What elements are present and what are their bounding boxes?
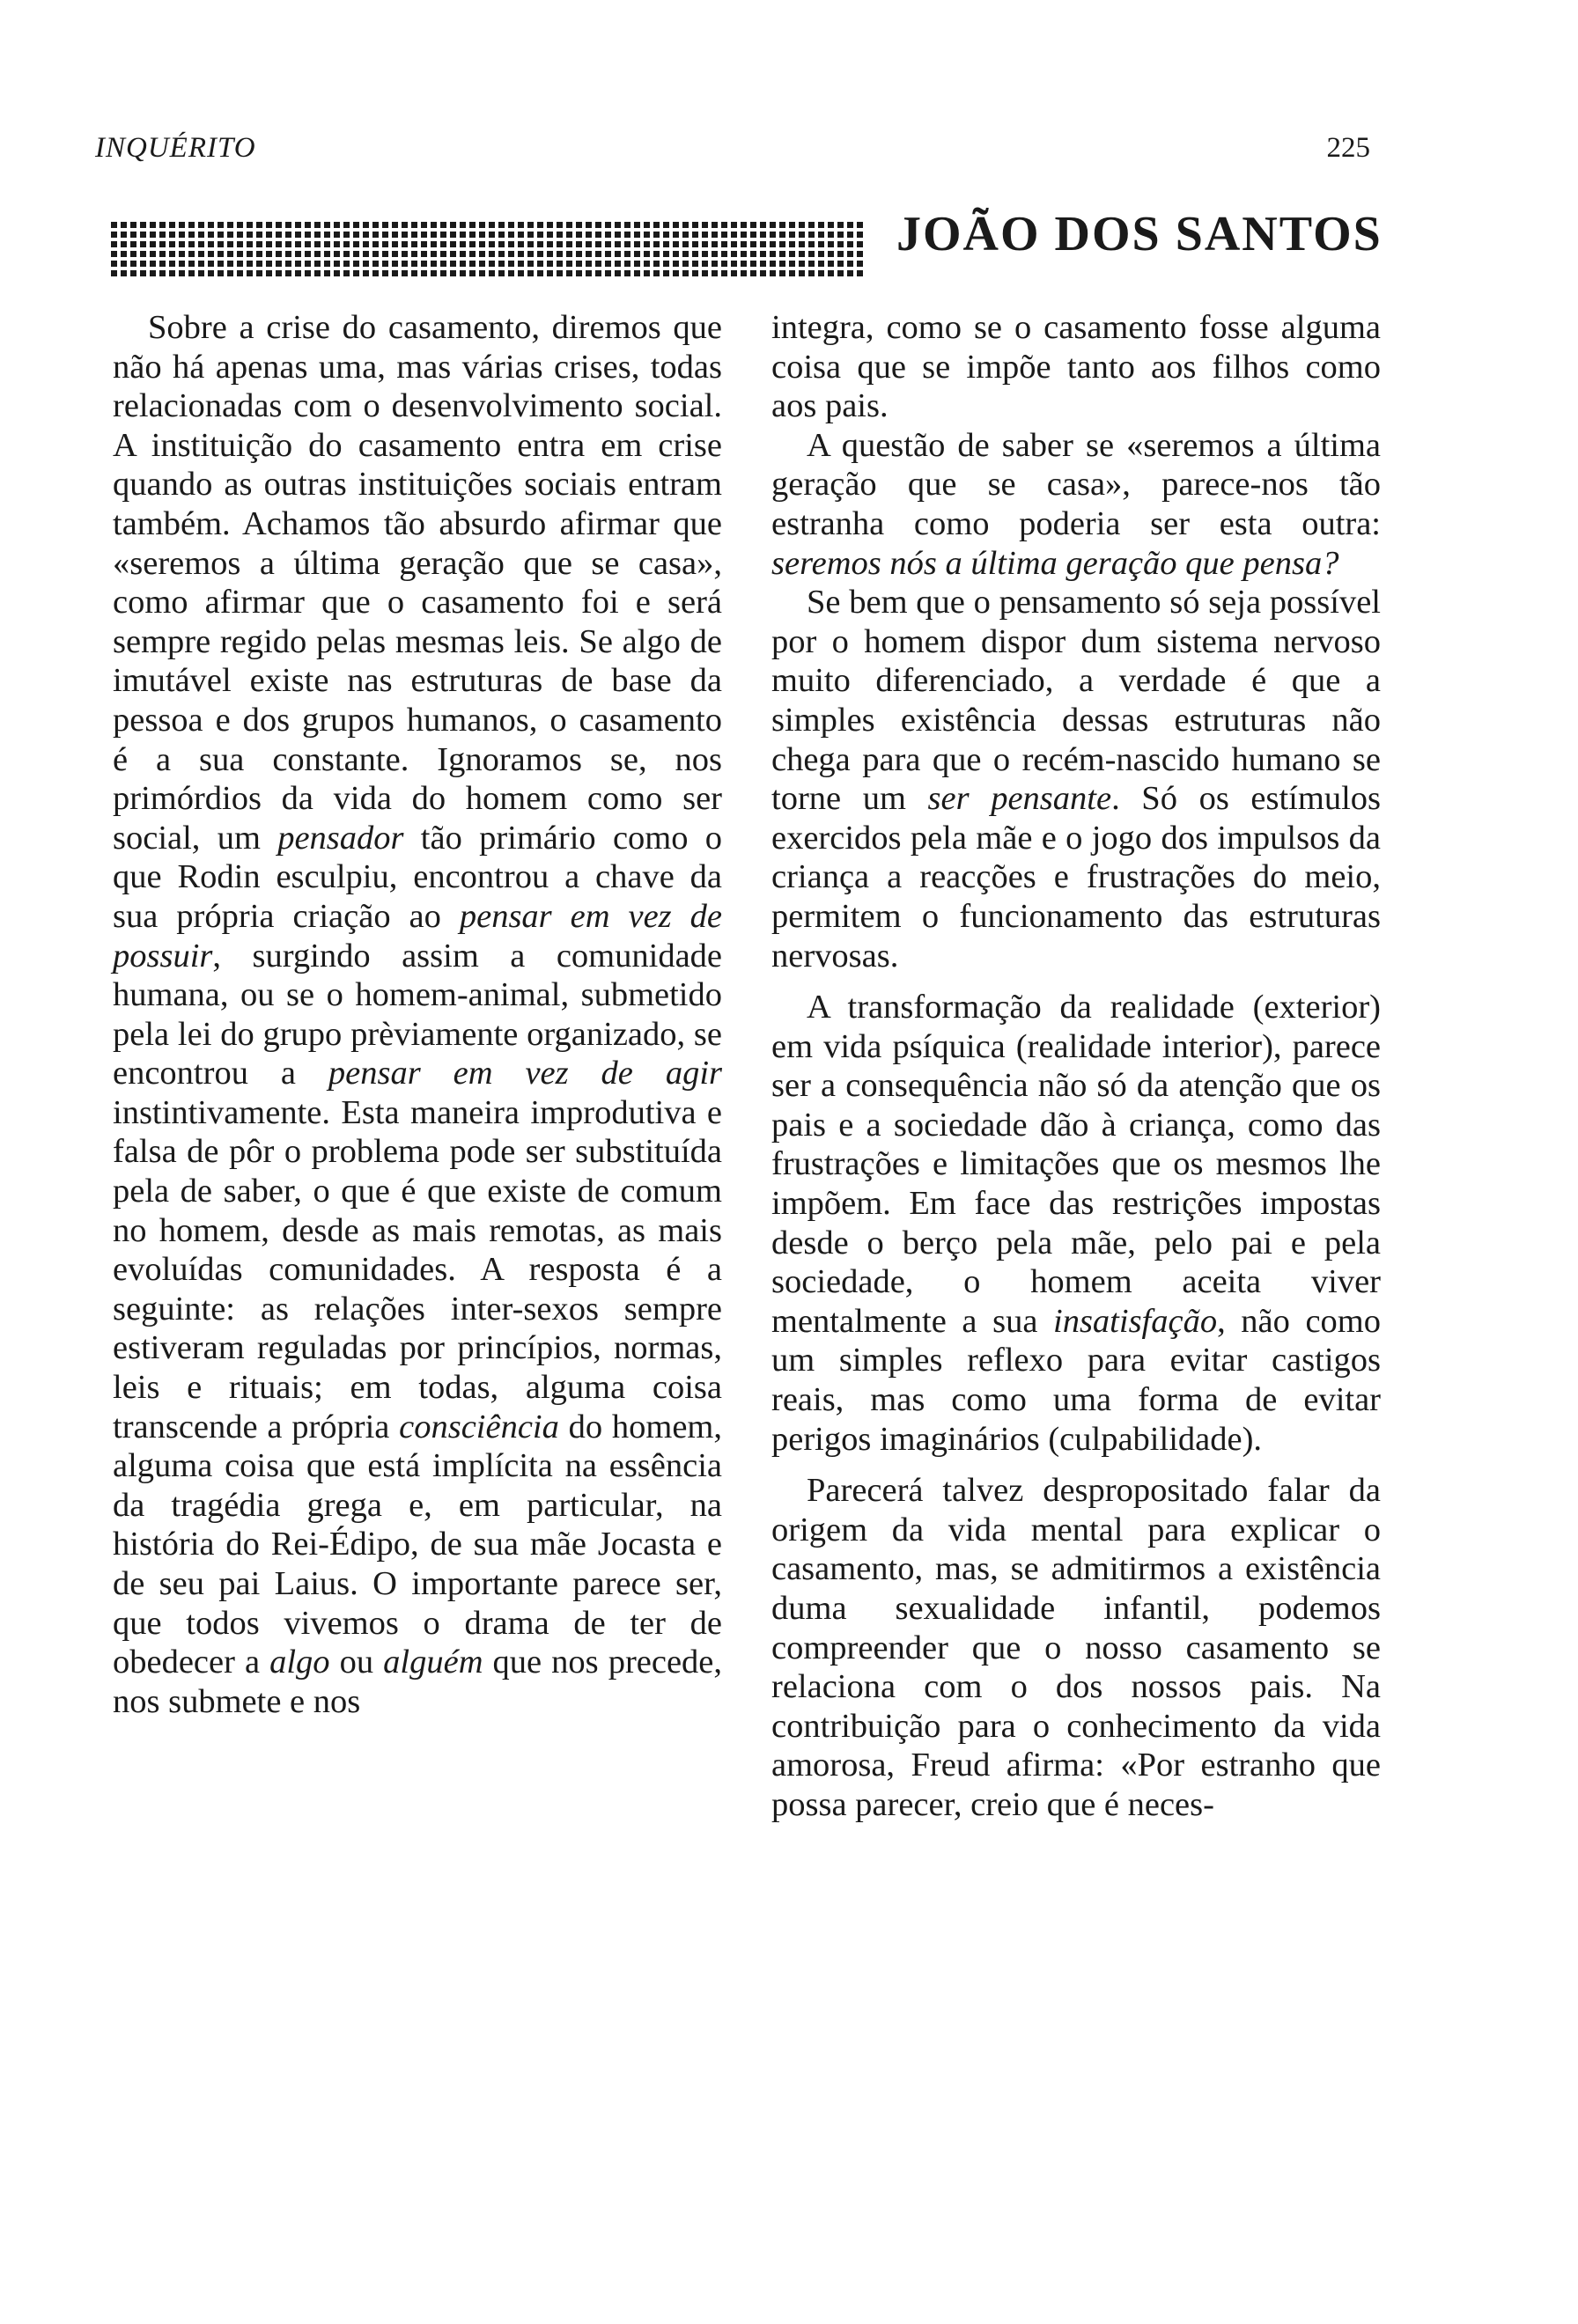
- text-run: , não como um simples reflexo para evitar castigos reais, mas como uma forma de evitar perigos imaginários (culpabilidade).: [771, 1302, 1382, 1458]
- text-run: Sobre a crise do casamento, diremos que não há apenas uma, mas várias crises, todas relacionadas com o desenvolvimento social. A instituição do casamento entra em crise quando as outras instituições sociais entram também. Achamos tão absurdo afirmar que «seremos a última geração que se casa», como afirmar que o casamento foi e será sempre regido pelas mesmas leis. Se algo de imutável existe nas estruturas de base da pessoa e dos grupos humanos, o casamento é a sua constante. Ignoramos se, nos primórdios da vida do homem como ser social, um: [113, 309, 722, 857]
- text-run: ou: [329, 1644, 384, 1681]
- emphasis: algo: [269, 1644, 330, 1681]
- left-paragraph-1: [113, 308, 722, 1721]
- text-run: do homem, alguma coisa que está implícita na essência da tragédia grega e, em particular, na história do Rei-Édipo, de sua mãe Jocasta e de seu pai Laius. O importante parece ser, que todos vivemos o drama de ter de obedecer a: [113, 1408, 722, 1681]
- emphasis: ser pensante: [927, 780, 1112, 818]
- right-paragraph-3: [771, 583, 1381, 975]
- text-run: . Só os estímulos exercidos pela mãe e o jogo dos impulsos da criança a reacções e frustrações do meio, permitem o funcionamento das estruturas nervosas.: [771, 780, 1381, 974]
- decorative-pattern-bar: [111, 218, 866, 276]
- text-run: tão primário como o que Rodin esculpiu, encontrou a chave da sua própria criação ao: [113, 819, 723, 935]
- right-paragraph-1: integra, como se o casamento fosse alguma coisa que se impõe tanto aos filhos como aos pais.: [771, 309, 1381, 425]
- right-paragraph-2: [771, 426, 1381, 583]
- emphasis: pensar em vez de possuir: [113, 897, 722, 974]
- text-run: instintivamente. Esta maneira improdutiva e falsa de pôr o problema pode ser substituída pela de saber, o que é que existe de comum no homem, desde as mais remotas, as mais evoluídas comunidades. A resposta é a seguinte: as relações inter-sexos sempre estiveram reguladas por princípios, normas, leis e rituais; em todas, alguma coisa transcende a própria: [113, 1093, 722, 1445]
- emphasis: pensar em vez de agir: [328, 1055, 722, 1092]
- author-heading: JOÃO DOS SANTOS: [896, 207, 1383, 261]
- emphasis: consciência: [399, 1408, 559, 1445]
- right-column: [771, 308, 1381, 1825]
- emphasis: insatisfação: [1053, 1302, 1218, 1340]
- emphasis: seremos nós a última geração que pensa?: [771, 544, 1339, 582]
- right-paragraph-5: Parecerá talvez despropositado falar da origem da vida mental para explicar o casamento, mas, se admitirmos a existência duma sexualidade infantil, podemos compreender que o nosso casamento se relaciona com o dos nossos pais. Na contribuição para o conhecimento da vida amorosa, Freud afirma: «Por estranho que possa parecer, creio que é neces-: [771, 1472, 1381, 1823]
- text-run: que nos precede, nos submete e nos: [113, 1644, 723, 1720]
- left-column: [113, 308, 722, 1721]
- emphasis: alguém: [383, 1644, 483, 1681]
- running-head: INQUÉRITO: [95, 132, 256, 164]
- text-run: A transformação da realidade (exterior) em vida psíquica (realidade interior), parece ser a consequência não só da atenção que os pais e a sociedade dão à criança, como das frustrações e limitações que os mesmos lhe impõem. Em face das restrições impostas desde o berço pela mãe, pelo pai e pela sociedade, o homem aceita viver mentalmente a sua: [771, 989, 1381, 1340]
- text-run: A questão de saber se «seremos a última geração que se casa», parece-nos tão estranha como poderia ser esta outra:: [771, 426, 1381, 542]
- right-paragraph-4: [771, 988, 1381, 1459]
- page-number: 225: [1326, 132, 1370, 164]
- text-run: , surgindo assim a comunidade humana, ou se o homem-animal, submetido pela lei do grupo prèviamente organizado, se encontrou a: [113, 937, 722, 1092]
- text-run: Se bem que o pensamento só seja possível por o homem dispor dum sistema nervoso muito diferenciado, a verdade é que a simples existência dessas estruturas não chega para que o recém-nascido humano se torne um: [771, 584, 1381, 818]
- emphasis: pensador: [277, 819, 404, 857]
